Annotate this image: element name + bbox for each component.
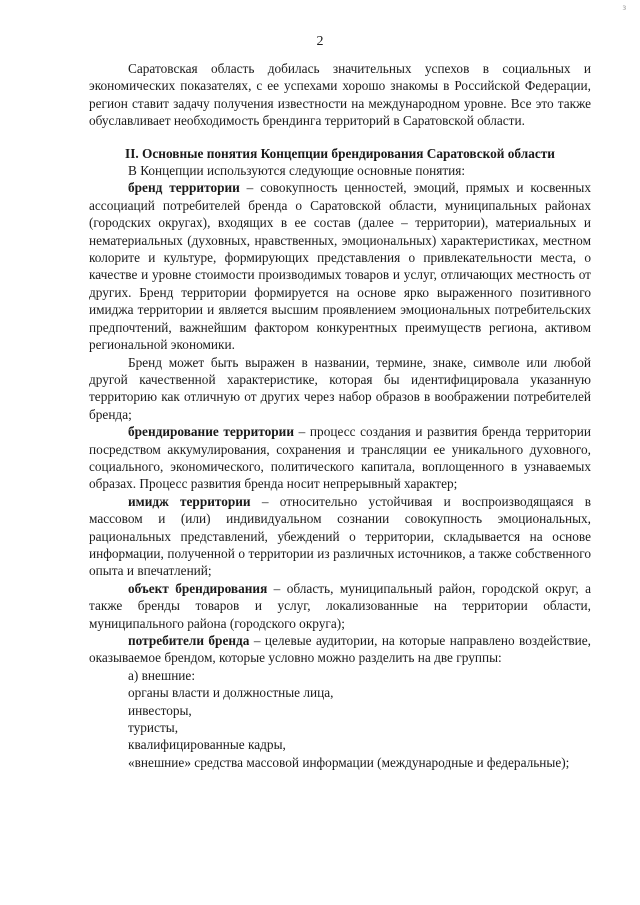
page-number: 2	[316, 34, 324, 49]
definition-brand	[89, 179, 591, 353]
list-item: «внешние» средства массовой информации (международные и федеральные);	[128, 754, 570, 770]
brand-note-paragraph: Бренд может быть выражен в названии, термине, знаке, символе или любой другой качественной характеристике, которая бы идентифицировала указанную территорию как отличную от других через набор образов в воображении потребителей бренда;	[89, 354, 591, 422]
document-body	[89, 60, 591, 771]
definition-term: брендирование территории	[128, 424, 295, 440]
definition-term: объект брендирования	[128, 580, 268, 596]
definition-text: – процесс создания и развития бренда территории посредством аккумулирования, сохранения и трансляции ее уникального духовного, социального, экономического, политического капитала, воплощенного в узнаваемых образах. Процесс развития бренда носит непрерывный характер;	[89, 424, 591, 492]
external-group-label: а) внешние:	[128, 667, 196, 683]
intro-paragraph: Саратовская область добилась значительных успехов в социальных и экономических показателях, с ее успехами хорошо знакомы в Российской Федерации, регион ставит задачу получения известности на международном уровне. Все это также обуславливает необходимость брендинга территорий в Саратовской области.	[89, 61, 591, 129]
definition-branding	[89, 423, 591, 493]
section-lead: В Концепции используются следующие основные понятия:	[128, 163, 466, 179]
definition-consumers	[89, 632, 591, 667]
list-item: органы власти и должностные лица,	[128, 685, 334, 701]
definition-term: потребители бренда	[128, 633, 250, 648]
definition-text: – совокупность ценностей, эмоций, прямых и косвенных ассоциаций потребителей бренда о Саратовской области, муниципальных районах (городских округах), входящих в ее состав (далее – территории), материальных и нематериальных (духовных, нравственных, эмоциональных) характеристиках, местном колорите и культуре, формирующих представления о привлекательности места, о качестве и уровне стоимости производимых товаров и услуг, отличающих местность от других. Бренд территории формируется на основе ярко выраженного позитивного имиджа территории и является высшим проявлением эмоциональных потребительских предпочтений, важнейшим фактором конкурентных преимуществ региона, активом региональной экономики.	[89, 180, 591, 353]
list-item: туристы,	[128, 720, 179, 736]
definition-text: – относительно устойчивая и воспроизводящаяся в массовом и (или) индивидуальном сознании совокупность эмоциональных, рациональных представлений, убеждений о территории, складывается на основе информации, полученной о территории из различных источников, а также собственного опыта и впечатлений;	[89, 493, 591, 579]
definition-term: бренд территории	[128, 180, 240, 196]
definition-term: имидж территории	[128, 493, 251, 509]
definition-text: – область, муниципальный район, городской округ, а также бренды товаров и услуг, локализованные на территории области, муниципального района (городского округа);	[89, 580, 591, 631]
list-item: квалифицированные кадры,	[128, 737, 286, 753]
list-item: инвесторы,	[128, 702, 192, 718]
definition-text: – целевые аудитории, на которые направлено воздействие, оказываемое брендом, которые условно можно разделить на две группы:	[89, 633, 592, 666]
definition-image	[89, 493, 591, 580]
section-heading: II. Основные понятия Концепции брендирования Саратовской области	[125, 145, 555, 161]
corner-mark: з	[622, 2, 626, 12]
definition-object	[89, 580, 591, 632]
